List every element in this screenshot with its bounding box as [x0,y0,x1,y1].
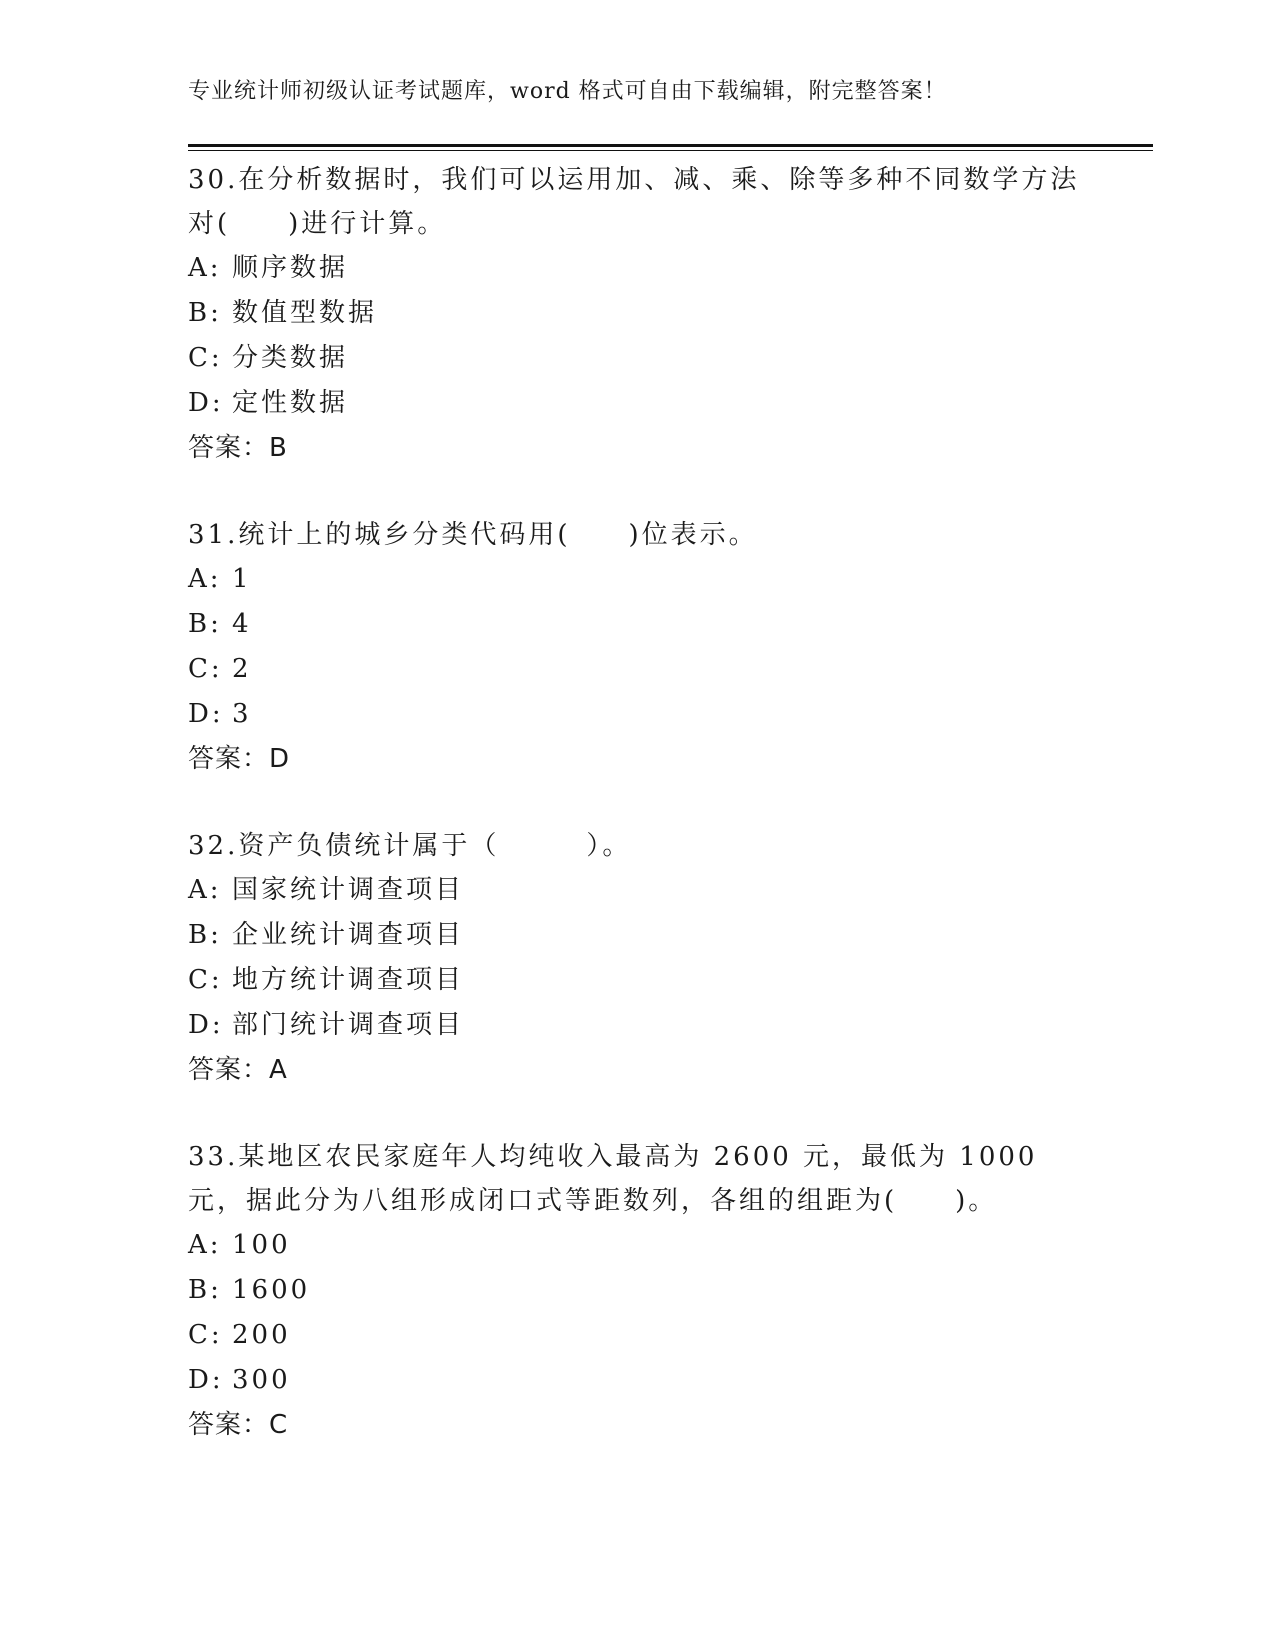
option-c [188,1313,1088,1358]
option-b [188,291,1088,336]
option-letter: D: [188,1010,224,1040]
option-letter: D: [188,1365,224,1395]
option-text: 1600 [232,1275,311,1305]
option-a [188,1223,1088,1268]
question-stem: 32.资产负债统计属于（ ）。 [188,831,632,861]
option-text: 2 [232,654,252,684]
question-30 [188,158,1088,471]
question-31 [188,513,1088,782]
option-d [188,1358,1088,1403]
option-text: 300 [232,1365,291,1395]
option-b [188,913,1088,958]
option-text: 4 [232,609,252,639]
question-32 [188,824,1088,1093]
option-letter: B: [188,609,222,639]
option-text: 1 [232,564,252,594]
option-c [188,958,1088,1003]
option-letter: A: [188,875,222,905]
option-letter: A: [188,253,222,283]
option-text: 地方统计调查项目 [232,965,465,995]
answer-line: 答案：A [188,1055,288,1085]
option-text: 分类数据 [232,343,349,373]
option-a [188,246,1088,291]
option-text: 200 [232,1320,291,1350]
option-a [188,557,1088,602]
option-c [188,336,1088,381]
option-text: 部门统计调查项目 [232,1010,465,1040]
option-letter: B: [188,298,222,328]
option-text: 数值型数据 [232,298,378,328]
option-letter: A: [188,564,222,594]
question-33 [188,1135,1088,1448]
header-rule-thick [188,144,1153,147]
answer-line: 答案：D [188,744,291,774]
question-stem: 33.某地区农民家庭年人均纯收入最高为 2600 元，最低为 1000 元，据此分为八组形成闭口式等距数列，各组的组距为( )。 [188,1142,1038,1216]
answer-line: 答案：B [188,433,288,463]
option-letter: B: [188,1275,222,1305]
option-text: 100 [232,1230,291,1260]
option-d [188,692,1088,737]
option-letter: C: [188,965,223,995]
option-text: 企业统计调查项目 [232,920,465,950]
question-list [188,158,1088,1448]
option-text: 国家统计调查项目 [232,875,465,905]
option-letter: C: [188,343,223,373]
question-spacer [188,1093,1088,1135]
option-letter: C: [188,1320,223,1350]
option-text: 3 [232,699,252,729]
question-stem: 31.统计上的城乡分类代码用( )位表示。 [188,520,758,550]
option-letter: A: [188,1230,222,1260]
option-b [188,602,1088,647]
option-a [188,868,1088,913]
answer-line: 答案：C [188,1410,289,1440]
option-letter: D: [188,388,224,418]
question-spacer [188,471,1088,513]
header-text: 专业统计师初级认证考试题库，word 格式可自由下载编辑，附完整答案！ [188,79,947,104]
option-letter: C: [188,654,223,684]
option-letter: B: [188,920,222,950]
option-text: 顺序数据 [232,253,349,283]
option-letter: D: [188,699,224,729]
option-d [188,1003,1088,1048]
question-stem: 30.在分析数据时，我们可以运用加、减、乘、除等多种不同数学方法对( )进行计算。 [188,165,1080,239]
option-c [188,647,1088,692]
option-b [188,1268,1088,1313]
question-spacer [188,782,1088,824]
header-rule-thin [188,150,1153,151]
option-text: 定性数据 [232,388,349,418]
option-d [188,381,1088,426]
